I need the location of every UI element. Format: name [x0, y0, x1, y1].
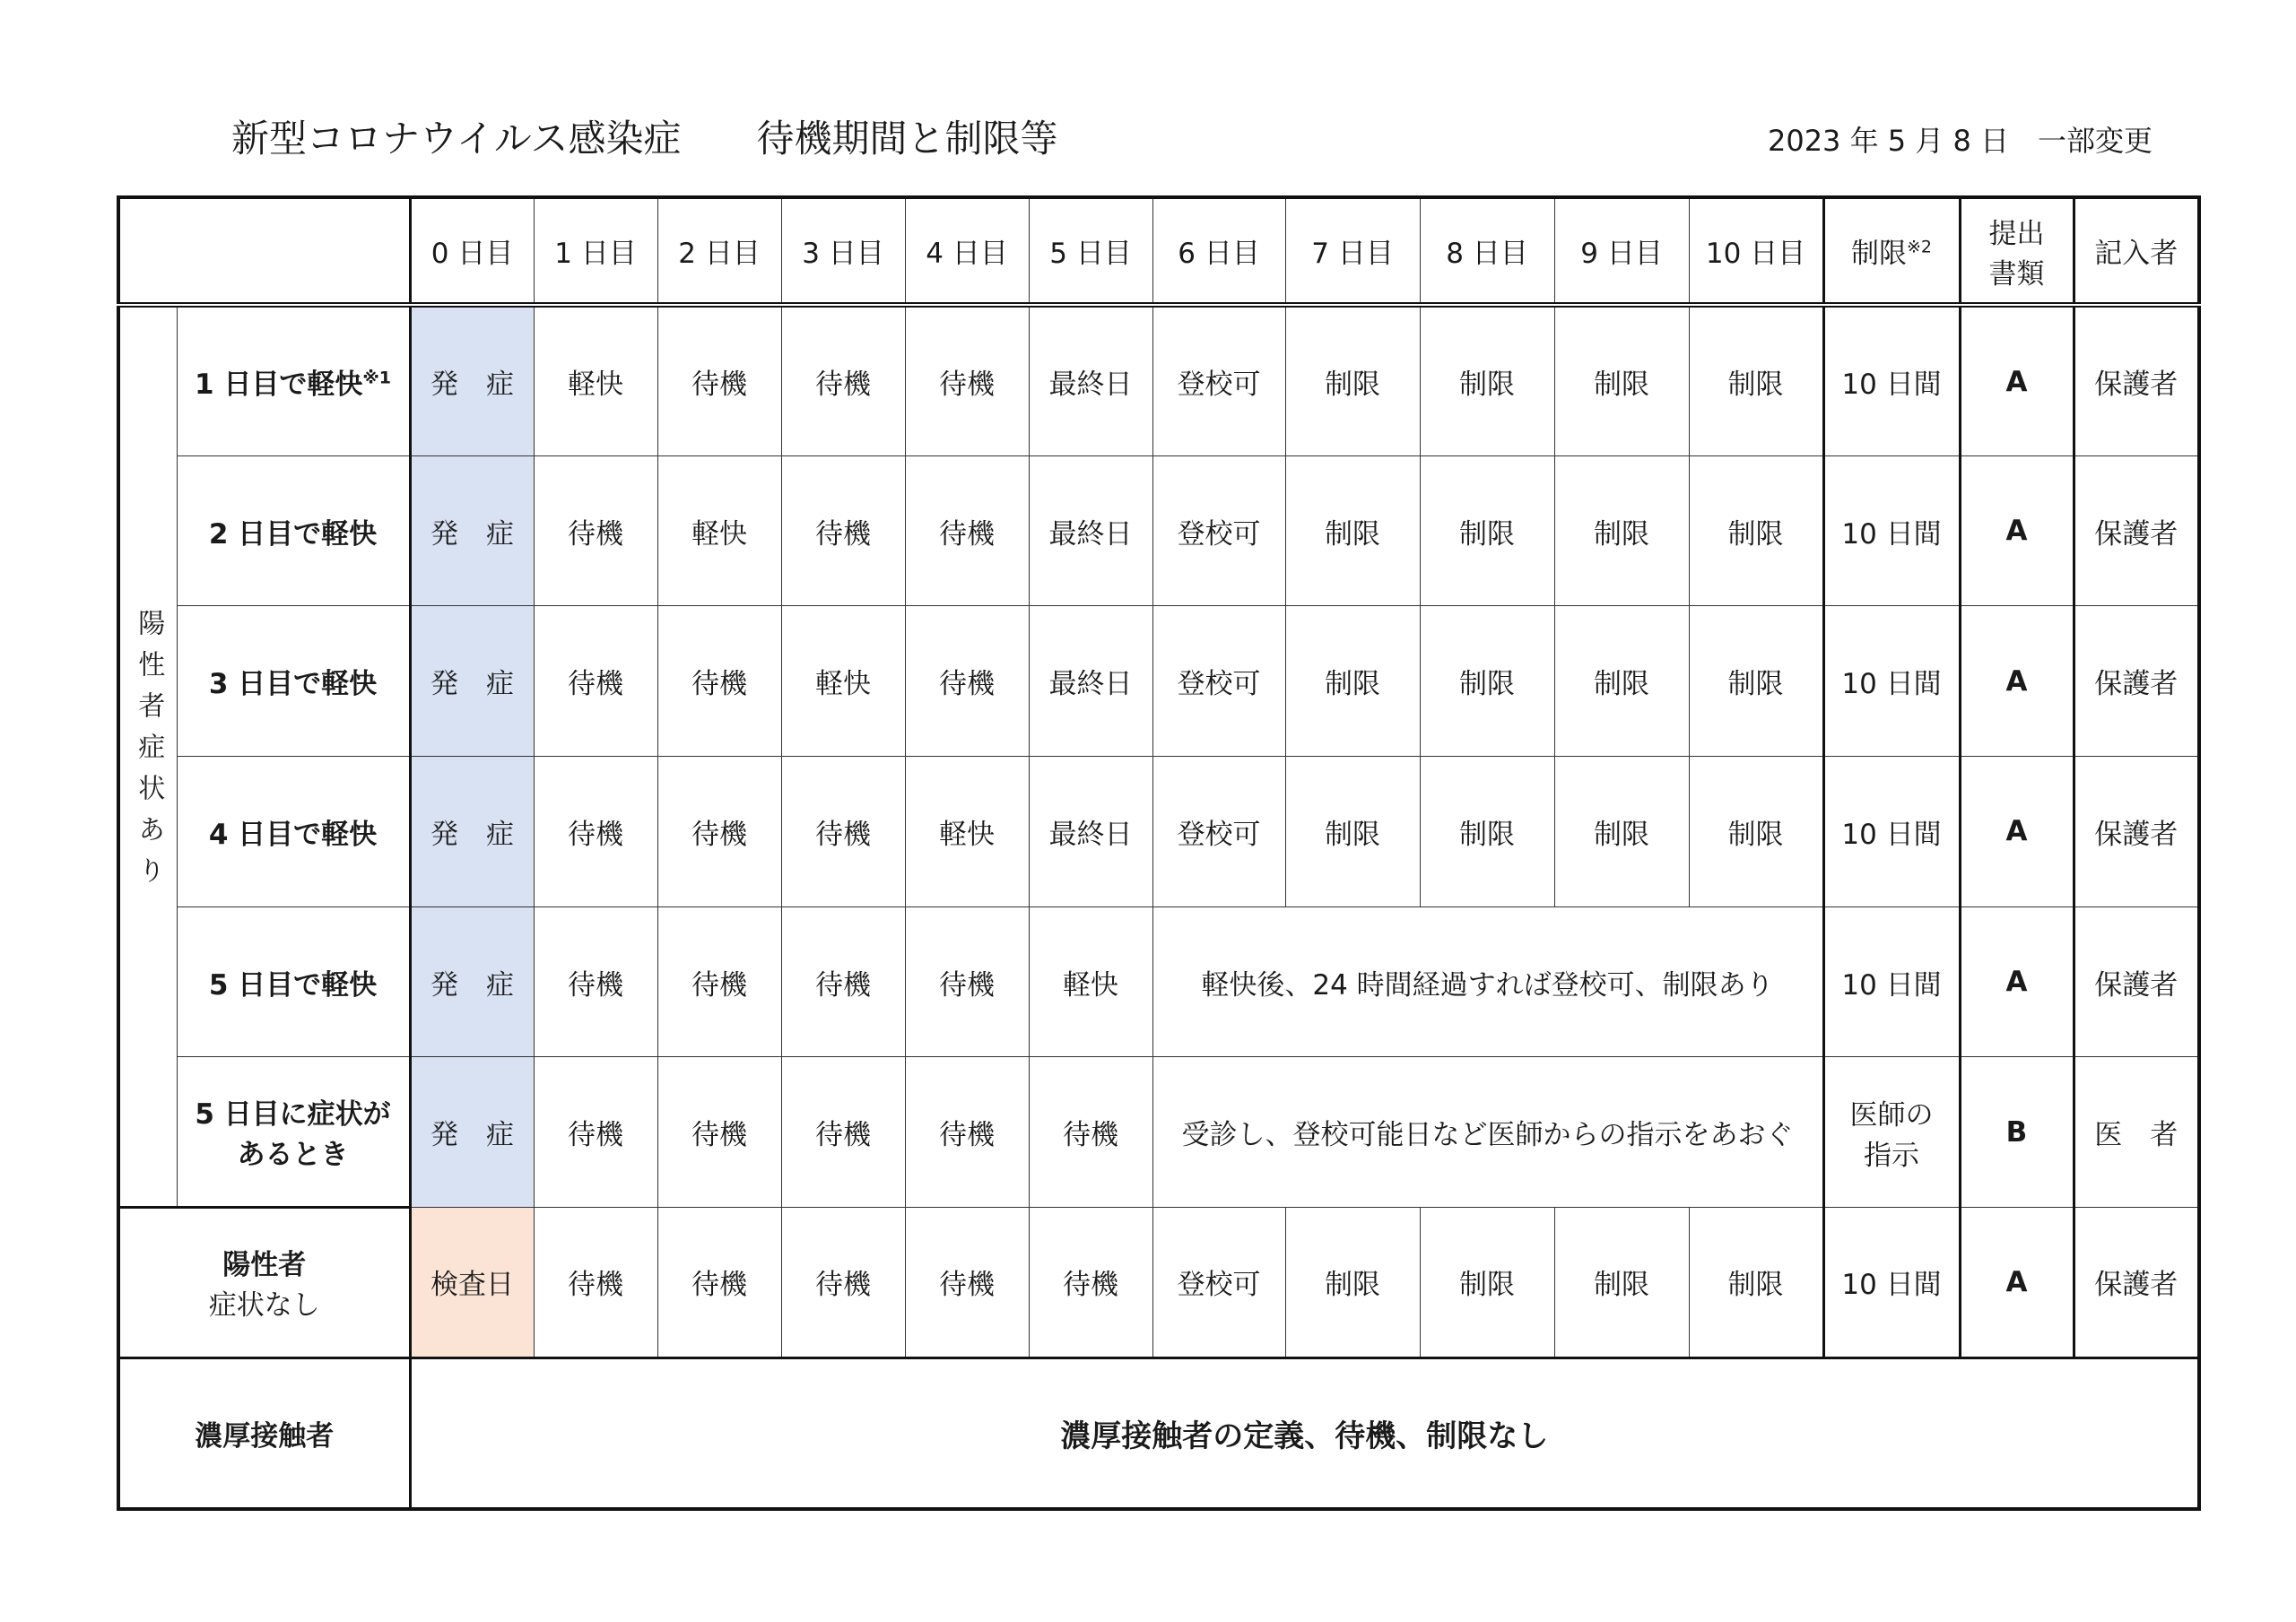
cell: 制限	[1420, 606, 1554, 757]
row-label: 陽性者 症状なし	[118, 1208, 410, 1358]
cell-recorder: 保護者	[2074, 757, 2199, 907]
cell: 制限	[1689, 1208, 1823, 1358]
cell-onset: 発 症	[410, 455, 534, 606]
cell: 最終日	[1029, 305, 1152, 455]
cell: 最終日	[1029, 455, 1152, 606]
cell-onset: 発 症	[410, 1057, 534, 1208]
cell-onset: 発 症	[410, 305, 534, 455]
cell: 制限	[1554, 305, 1689, 455]
cell-restriction: 10 日間	[1823, 906, 1960, 1057]
cell-doc-type: A	[1960, 1208, 2074, 1358]
cell-recorder: 保護者	[2074, 455, 2199, 606]
cell-doc-type: A	[1960, 906, 2074, 1057]
cell: 制限	[1689, 606, 1823, 757]
row-label: 5 日目に症状が あるとき	[177, 1057, 410, 1208]
row-label: 4 日目で軽快	[177, 757, 410, 907]
cell-recorder: 保護者	[2074, 606, 2199, 757]
table-row-close-contact	[118, 1357, 2199, 1509]
cell: 軽快	[1029, 906, 1152, 1057]
cell: 待機	[905, 1208, 1029, 1358]
cell: 制限	[1285, 1208, 1420, 1358]
cell: 待機	[905, 1057, 1029, 1208]
header-restriction: 制限$^{※2}$	[1823, 197, 1960, 305]
cell: 待機	[534, 1208, 657, 1358]
header-day-3: 3 日目	[781, 197, 905, 305]
cell-doc-type: B	[1960, 1057, 2074, 1208]
cell: 制限	[1420, 305, 1554, 455]
cell: 軽快	[534, 305, 657, 455]
cell: 制限	[1689, 757, 1823, 907]
cell: 待機	[534, 455, 657, 606]
cell-doc-type: A	[1960, 305, 2074, 455]
cell: 登校可	[1152, 455, 1285, 606]
header-day-2: 2 日目	[657, 197, 781, 305]
cell-merged-note: 軽快後、24 時間経過すれば登校可、制限あり	[1152, 906, 1823, 1057]
cell: 待機	[781, 757, 905, 907]
schedule-table	[117, 195, 2201, 1511]
cell: 待機	[657, 305, 781, 455]
cell-merged-note: 受診し、登校可能日など医師からの指示をあおぐ	[1152, 1057, 1823, 1208]
cell: 待機	[534, 1057, 657, 1208]
cell: 待機	[905, 906, 1029, 1057]
cell: 待機	[905, 455, 1029, 606]
row-footnote-mark: ※1	[362, 368, 392, 388]
table-row-asymptomatic	[118, 1208, 2199, 1358]
cell: 制限	[1285, 305, 1420, 455]
cell-restriction: 10 日間	[1823, 757, 1960, 907]
cell: 制限	[1554, 606, 1689, 757]
row-label: 5 日目で軽快	[177, 906, 410, 1057]
cell: 待機	[1029, 1208, 1152, 1358]
cell: 待機	[534, 606, 657, 757]
cell: 待機	[781, 305, 905, 455]
close-contact-note: 濃厚接触者の定義、待機、制限なし	[410, 1357, 2199, 1509]
cell-recorder: 医 者	[2074, 1057, 2199, 1208]
cell: 待機	[657, 906, 781, 1057]
cell-onset: 発 症	[410, 906, 534, 1057]
cell-onset: 発 症	[410, 606, 534, 757]
table-row	[118, 455, 2199, 606]
document-title: 新型コロナウイルス感染症 待機期間と制限等	[231, 117, 1058, 160]
cell: 待機	[534, 757, 657, 907]
cell: 待機	[905, 305, 1029, 455]
cell-restriction: 10 日間	[1823, 1208, 1960, 1358]
cell: 制限	[1554, 757, 1689, 907]
cell: 待機	[657, 606, 781, 757]
header-day-10: 10 日目	[1689, 197, 1823, 305]
cell: 最終日	[1029, 606, 1152, 757]
cell: 待機	[657, 1208, 781, 1358]
cell: 制限	[1689, 455, 1823, 606]
cell: 軽快	[657, 455, 781, 606]
restriction-footnote-mark: ※2	[1906, 237, 1932, 257]
header-row	[118, 197, 2199, 305]
cell-test-day: 検査日	[410, 1208, 534, 1358]
cell: 制限	[1420, 1208, 1554, 1358]
cell: 待機	[781, 1057, 905, 1208]
table-row	[118, 757, 2199, 907]
cell: 最終日	[1029, 757, 1152, 907]
cell: 待機	[657, 1057, 781, 1208]
revision-date: 2023 年 5 月 8 日 一部変更	[1767, 124, 2152, 158]
cell: 待機	[781, 1208, 905, 1358]
cell: 待機	[781, 455, 905, 606]
table-row	[118, 305, 2199, 455]
cell-recorder: 保護者	[2074, 906, 2199, 1057]
header-day-0: 0 日目	[410, 197, 534, 305]
cell: 制限	[1554, 1208, 1689, 1358]
header-corner	[118, 197, 410, 305]
cell: 軽快	[905, 757, 1029, 907]
cell: 待機	[534, 906, 657, 1057]
cell: 制限	[1420, 455, 1554, 606]
cell-restriction: 10 日間	[1823, 305, 1960, 455]
cell: 登校可	[1152, 305, 1285, 455]
cell-recorder: 保護者	[2074, 1208, 2199, 1358]
cell: 制限	[1285, 757, 1420, 907]
row-label: 3 日目で軽快	[177, 606, 410, 757]
group-label-symptomatic: 陽性者症状あり	[118, 305, 177, 1207]
cell: 登校可	[1152, 757, 1285, 907]
header-day-4: 4 日目	[905, 197, 1029, 305]
cell-recorder: 保護者	[2074, 305, 2199, 455]
header-submitted-docs: 提出 書類	[1960, 197, 2074, 305]
cell: 制限	[1285, 606, 1420, 757]
row-label: 1 日目で軽快$^{※1}$	[177, 305, 410, 455]
cell-restriction: 10 日間	[1823, 455, 1960, 606]
cell: 待機	[657, 757, 781, 907]
cell: 待機	[781, 906, 905, 1057]
table-row	[118, 1057, 2199, 1208]
cell: 待機	[1029, 1057, 1152, 1208]
cell: 登校可	[1152, 1208, 1285, 1358]
table-row	[118, 606, 2199, 757]
cell-doc-type: A	[1960, 455, 2074, 606]
cell: 登校可	[1152, 606, 1285, 757]
cell-doc-type: A	[1960, 757, 2074, 907]
header-day-9: 9 日目	[1554, 197, 1689, 305]
header-day-1: 1 日目	[534, 197, 657, 305]
row-label: 2 日目で軽快	[177, 455, 410, 606]
row-label: 濃厚接触者	[118, 1357, 410, 1509]
cell: 軽快	[781, 606, 905, 757]
cell: 制限	[1285, 455, 1420, 606]
table-row	[118, 906, 2199, 1057]
cell-restriction: 10 日間	[1823, 606, 1960, 757]
header-day-8: 8 日目	[1420, 197, 1554, 305]
header-recorder: 記入者	[2074, 197, 2199, 305]
cell: 制限	[1689, 305, 1823, 455]
header-day-6: 6 日目	[1152, 197, 1285, 305]
cell-onset: 発 症	[410, 757, 534, 907]
cell-doc-type: A	[1960, 606, 2074, 757]
header-day-5: 5 日目	[1029, 197, 1152, 305]
header-day-7: 7 日目	[1285, 197, 1420, 305]
cell: 待機	[905, 606, 1029, 757]
cell: 制限	[1554, 455, 1689, 606]
cell-restriction: 医師の 指示	[1823, 1057, 1960, 1208]
cell: 制限	[1420, 757, 1554, 907]
